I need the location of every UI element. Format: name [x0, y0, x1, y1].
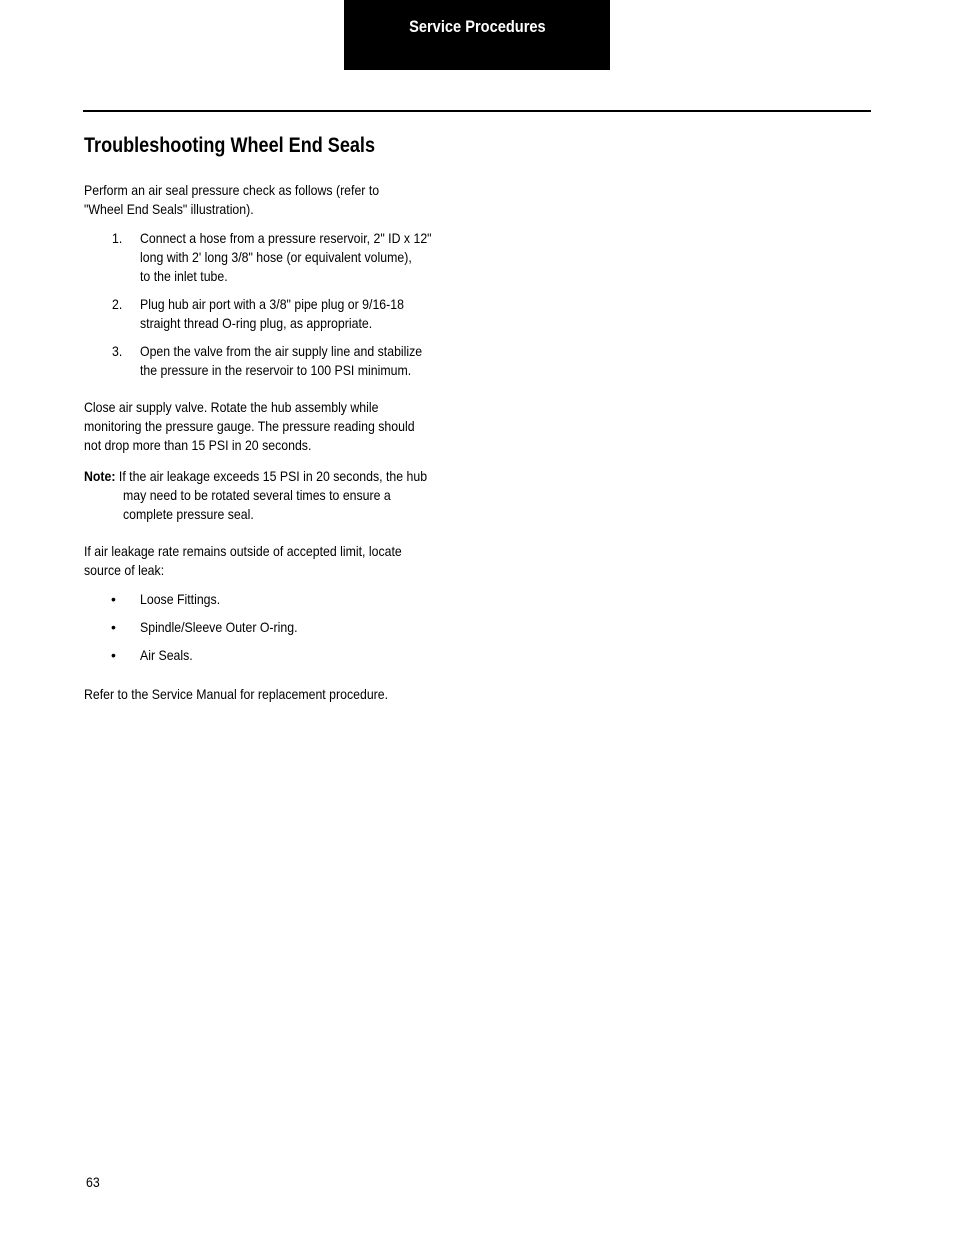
close-valve-paragraph: Close air supply valve. Rotate the hub assembly while monitoring the pressure gauge. The pressure reading should not drop more than 15 PSI in 20 seconds. — [84, 399, 415, 453]
list-item: • Loose Fittings. — [111, 591, 221, 607]
page-number: 63 — [86, 1174, 100, 1190]
list-item: • Spindle/Sleeve Outer O-ring. — [111, 619, 298, 635]
leak-source-list — [84, 590, 484, 665]
step-number: 3. — [112, 343, 123, 359]
bullet-icon: • — [111, 591, 116, 607]
step-number: 1. — [112, 230, 123, 246]
section-header-tab — [344, 0, 610, 70]
intro-paragraph: Perform an air seal pressure check as follows (refer to "Wheel End Seals" illustration). — [84, 182, 380, 217]
step-item: 2. Plug hub air port with a 3/8" pipe plug or 9/16-18 straight thread O-ring plug, as appropriate. — [112, 296, 404, 331]
note-block: Note: If the air leakage exceeds 15 PSI in 20 seconds, the hub may need to be rotated several times to ensure a complete pressure seal. — [84, 468, 428, 522]
step-item: 1. Connect a hose from a pressure reservoir, 2" ID x 12" long with 2' long 3/8" hose (or equivalent volume), to the inlet tube. — [112, 230, 432, 284]
section-title: Service Procedures — [408, 17, 546, 36]
article-body — [84, 133, 484, 714]
leak-intro-paragraph: If air leakage rate remains outside of accepted limit, locate source of leak: — [84, 543, 402, 578]
bullet-icon: • — [111, 619, 116, 635]
note-text: If the air leakage exceeds 15 PSI in 20 seconds, the hub — [115, 468, 428, 484]
header-divider — [83, 110, 871, 112]
closing-paragraph: Refer to the Service Manual for replacement procedure. — [84, 686, 389, 702]
step-item: 3. Open the valve from the air supply line and stabilize the pressure in the reservoir to 100 PSI minimum. — [112, 343, 423, 378]
list-item: • Air Seals. — [111, 647, 193, 663]
step-number: 2. — [112, 296, 123, 312]
note-label: Note: — [84, 468, 116, 484]
procedure-steps — [84, 229, 484, 380]
bullet-icon: • — [111, 647, 116, 663]
page-title: Troubleshooting Wheel End Seals — [84, 134, 376, 157]
